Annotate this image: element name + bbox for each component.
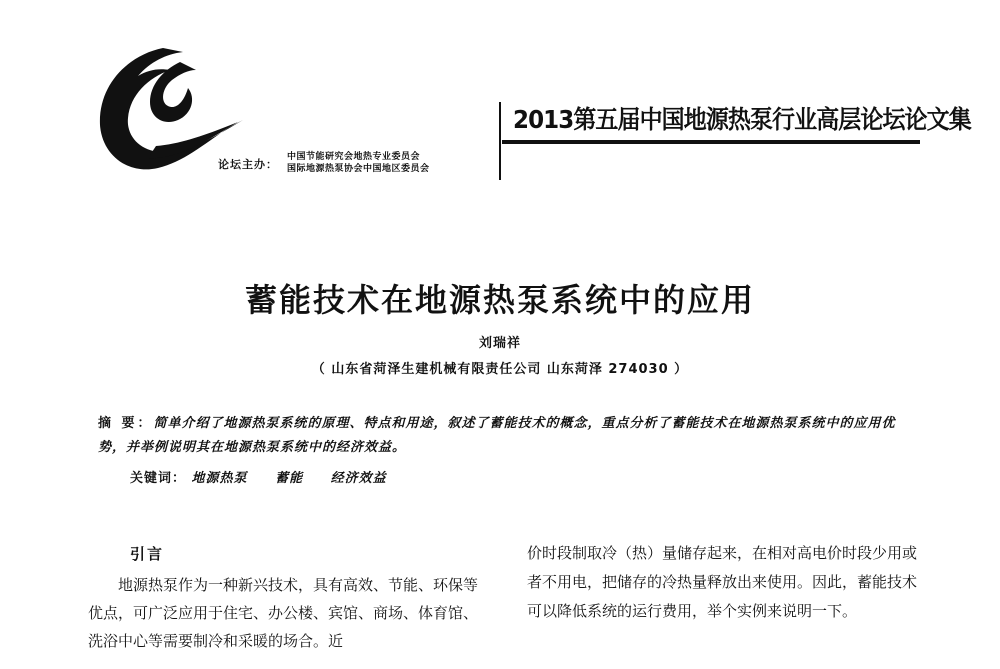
organizer-list	[287, 151, 430, 175]
body-column-left	[88, 571, 490, 655]
keywords	[130, 467, 409, 486]
header-divider	[499, 102, 501, 180]
paper-title: 蓄能技术在地源热泵系统中的应用	[244, 281, 755, 319]
body-column-right	[527, 539, 927, 626]
header-rule	[502, 140, 920, 144]
organizer-line: 国际地源热泵协会中国地区委员会	[287, 164, 430, 174]
abstract	[98, 412, 923, 460]
forum-host-label: 论坛主办：	[218, 158, 278, 171]
keyword: 蓄能	[275, 471, 304, 486]
series-title: 2013第五届中国地源热泵行业高层论坛论文集	[513, 105, 971, 134]
section-heading-introduction: 引言	[130, 545, 165, 563]
body-paragraph: 地源热泵作为一种新兴技术，具有高效、节能、环保等优点，可广泛应用于住宅、办公楼、宾馆、商场、体育馆、洗浴中心等需要制冷和采暖的场合。近	[88, 576, 479, 650]
author-name: 刘瑞祥	[478, 336, 521, 351]
keyword: 地源热泵	[191, 471, 248, 486]
abstract-label: 摘 要：	[98, 416, 154, 431]
keyword: 经济效益	[330, 471, 387, 486]
abstract-text: 简单介绍了地源热泵系统的原理、特点和用途，叙述了蓄能技术的概念，重点分析了蓄能技术在地源热泵系统中的应用优势，并举例说明其在地源热泵系统中的经济效益。	[98, 416, 896, 455]
keywords-label: 关键词：	[130, 471, 187, 486]
author-affiliation: （ 山东省菏泽生建机械有限责任公司 山东菏泽 274030 ）	[311, 362, 689, 377]
body-paragraph: 价时段制取冷（热）量储存起来，在相对高电价时段少用或者不用电，把储存的冷热量释放出来使用。因此，蓄能技术可以降低系统的运行费用，举个实例来说明一下。	[527, 544, 918, 620]
organizer-line: 中国节能研究会地热专业委员会	[287, 152, 421, 162]
